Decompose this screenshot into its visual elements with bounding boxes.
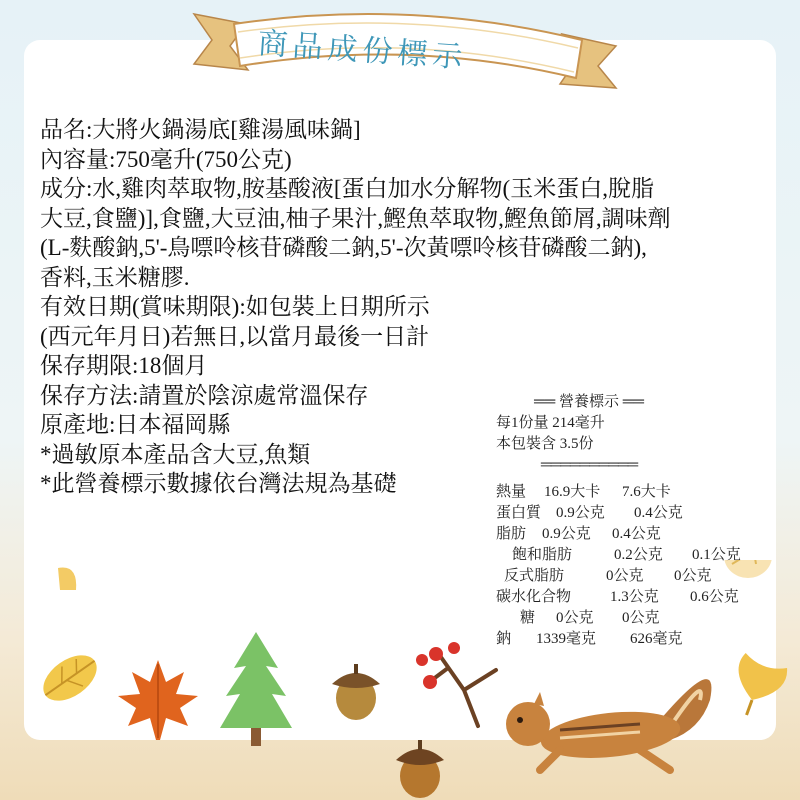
nutrient-name: 糖 <box>520 610 536 626</box>
storage-line: 保存方法:請置於陰涼處常溫保存 <box>40 382 369 408</box>
nutrition-row <box>494 525 764 546</box>
per-100ml-value: 0.6公克 <box>690 589 739 605</box>
per-serving-value: 0.9公克 <box>542 526 591 542</box>
serving-size: 每1份量 214毫升 <box>496 415 605 431</box>
acorn-icon <box>396 740 444 798</box>
squirrel-icon <box>506 679 711 770</box>
nutrient-name: 碳水化合物 <box>496 589 572 605</box>
product-name-line: 品名:大將火鍋湯底[雞湯風味鍋] <box>40 117 361 142</box>
ingredients-line: (L-麩酸鈉,5'-鳥嘌呤核苷磷酸二鈉,5'-次黃嘌呤核苷磷酸二鈉), <box>40 235 647 260</box>
nutrition-row <box>494 504 764 525</box>
per-100ml-value: 0公克 <box>622 610 660 626</box>
yellow-leaf-icon <box>724 560 772 578</box>
expiry-line: (西元年月日)若無日,以當月最後一日計 <box>40 323 430 349</box>
nutrient-name: 熱量 <box>496 484 527 500</box>
acorn-icon <box>332 664 380 720</box>
per-serving-value: 1339毫克 <box>536 631 597 647</box>
berry-branch-icon <box>416 642 496 726</box>
servings-per-pack: 本包裝含 3.5份 <box>496 436 594 452</box>
nutrient-name: 反式脂肪 <box>504 568 565 584</box>
shelf-life-line: 保存期限:18個月 <box>40 353 208 378</box>
page-title: 商品成份標示 <box>256 26 469 76</box>
per-serving-value: 16.9大卡 <box>544 484 601 500</box>
per-100ml-value: 626毫克 <box>630 631 683 647</box>
per-100ml-value: 7.6大卡 <box>622 484 671 500</box>
nutrient-name: 鈉 <box>496 631 512 647</box>
per-serving-value: 0公克 <box>606 568 644 584</box>
ingredients-line: 大豆,食鹽)],食鹽,大豆油,柚子果汁,鰹魚萃取物,鰹魚節屑,調味劑 <box>40 205 671 231</box>
nutrient-name: 脂肪 <box>496 526 527 542</box>
maple-leaf-icon <box>118 660 198 740</box>
autumn-decorations <box>0 560 800 800</box>
per-serving-value: 1.3公克 <box>610 589 659 605</box>
nutrient-name: 蛋白質 <box>496 505 542 521</box>
ginkgo-leaf-icon <box>724 652 790 723</box>
nutrition-title: ══ 營養標示 ══ <box>533 394 644 410</box>
per-100ml-value: 0.1公克 <box>692 547 741 563</box>
expiry-line: 有效日期(賞味期限):如包裝上日期所示 <box>40 294 430 319</box>
origin-line: 原產地:日本福岡縣 <box>40 412 231 437</box>
ingredients-line: 香料,玉米糖膠. <box>40 264 190 290</box>
allergen-line: *過敏原本產品含大豆,魚類 <box>40 441 311 467</box>
nutrient-name: 飽和脂肪 <box>512 547 573 563</box>
per-serving-value: 0.2公克 <box>614 547 663 563</box>
nutrition-row <box>494 483 764 504</box>
separator: ══════════ <box>540 457 638 473</box>
note-line: *此營養標示數據依台灣法規為基礎 <box>40 471 397 496</box>
ginkgo-leaf-icon <box>58 567 76 590</box>
per-100ml-value: 0.4公克 <box>634 505 683 521</box>
pine-tree-icon <box>220 632 292 746</box>
ingredients-line: 成分:水,雞肉萃取物,胺基酸液[蛋白加水分解物(玉米蛋白,脫脂 <box>40 176 654 201</box>
per-100ml-value: 0.4公克 <box>612 526 661 542</box>
per-100ml-value: 0公克 <box>674 568 712 584</box>
per-serving-value: 0公克 <box>556 610 594 626</box>
yellow-leaf-icon <box>35 646 105 710</box>
per-serving-value: 0.9公克 <box>556 505 605 521</box>
content-volume-line: 內容量:750毫升(750公克) <box>40 146 292 172</box>
